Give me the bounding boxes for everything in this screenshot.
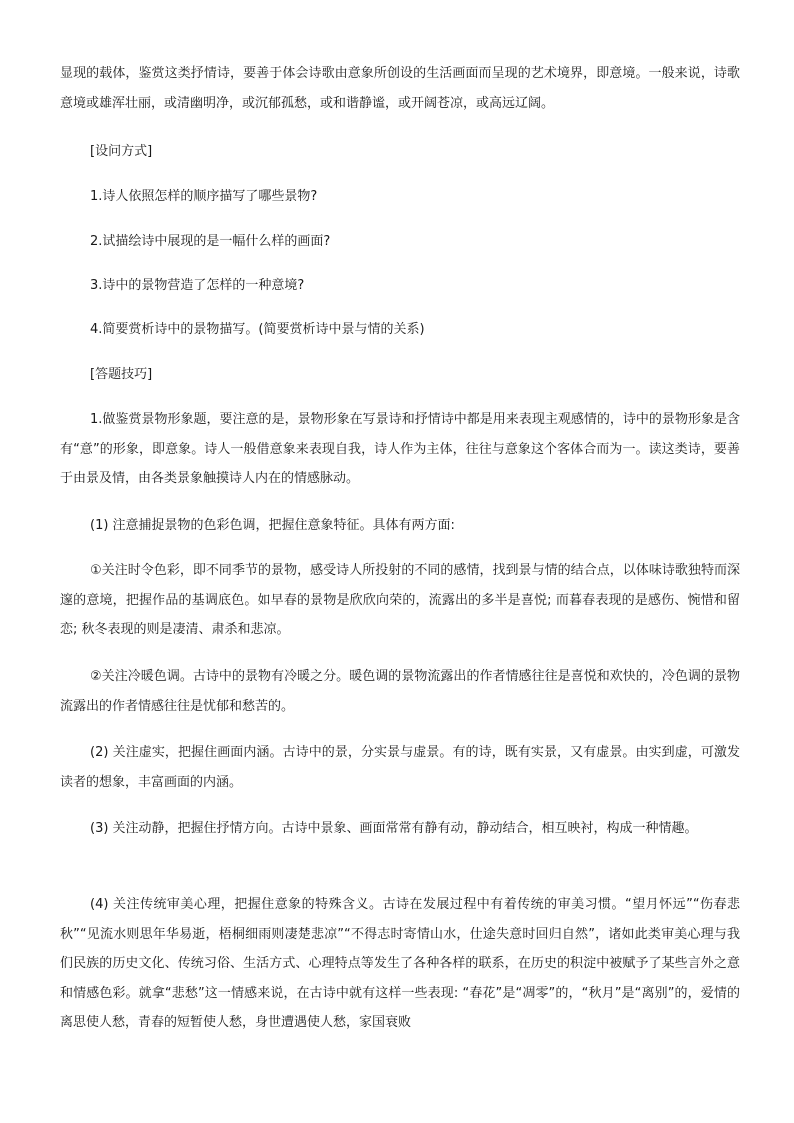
paragraph-intro: 显现的载体，鉴赏这类抒情诗，要善于体会诗歌由意象所创设的生活画面而呈现的艺术境界，即意境。一般来说，诗歌意境或雄浑壮丽，或清幽明净，或沉郁孤愁，或和谐静谧，或开阔苍凉，或高远辽阔。 [60, 66, 740, 111]
heading-answer-tips: [答题技巧] [90, 367, 153, 382]
tip-paragraph-1: 1.做鉴赏景物形象题，要注意的是，景物形象在写景诗和抒情诗中都是用来表现主观感情的，诗中的景物形象是含有“意”的形象，即意象。诗人一般借意象来表现自我，诗人作为主体，往往与意象这个客体合而为一。读这类诗，要善于由景及情，由各类景象触摸诗人内在的情感脉动。 [60, 412, 740, 486]
tip-point-warm-cold-tone: ②关注冷暖色调。古诗中的景物有冷暖之分。暖色调的景物流露出的作者情感往往是喜悦和欢快的，冷色调的景物流露出的作者情感往往是忧郁和愁苦的。 [60, 669, 740, 714]
tip-subheading-1: (1) 注意捕捉景物的色彩色调，把握住意象特征。具体有两方面: [90, 518, 455, 533]
tip-subheading-3: (3) 关注动静，把握住抒情方向。古诗中景象、画面常常有静有动，静动结合，相互映衬，构成一种情趣。 [90, 821, 698, 836]
tip-point-seasonal-color: ①关注时令色彩，即不同季节的景物，感受诗人所投射的不同的感情，找到景与情的结合点，以体味诗歌独特而深邃的意境，把握作品的基调底色。如早春的景物是欣欣向荣的，流露出的多半是喜悦; 而暮春表现的是感伤、惋惜和留恋; 秋冬表现的则是凄清、肃杀和悲凉。 [60, 563, 740, 637]
tip-subheading-2: (2) 关注虚实，把握住画面内涵。古诗中的景，分实景与虚景。有的诗，既有实景，又有虚景。由实到虚，可激发读者的想象，丰富画面的内涵。 [60, 745, 740, 790]
heading-question-types: [设问方式] [90, 144, 153, 159]
question-item-4: 4.简要赏析诗中的景物描写。(简要赏析诗中景与情的关系) [90, 322, 425, 337]
question-item-2: 2.试描绘诗中展现的是一幅什么样的画面? [90, 234, 331, 249]
question-item-3: 3.诗中的景物营造了怎样的一种意境? [90, 278, 305, 293]
question-item-1: 1.诗人依照怎样的顺序描写了哪些景物? [90, 189, 318, 204]
tip-subheading-4: (4) 关注传统审美心理，把握住意象的特殊含义。古诗在发展过程中有着传统的审美习惯。“望月怀远”“伤春悲秋”“见流水则思年华易逝，梧桐细雨则凄楚悲凉”“不得志时寄情山水，仕途失意时回归自然”，诸如此类审美心理与我们民族的历史文化、传统习俗、生活方式、心理特点等发生了各种各样的联系，在历史的积淀中被赋予了某些言外之意和情感色彩。就拿“悲愁”这一情感来说，在古诗中就有这样一些表现: “春花”是“凋零”的，“秋月”是“离别”的，爱情的离思使人愁，青春的短暂使人愁，身世遭遇使人愁，家国衰败 [60, 897, 740, 1030]
